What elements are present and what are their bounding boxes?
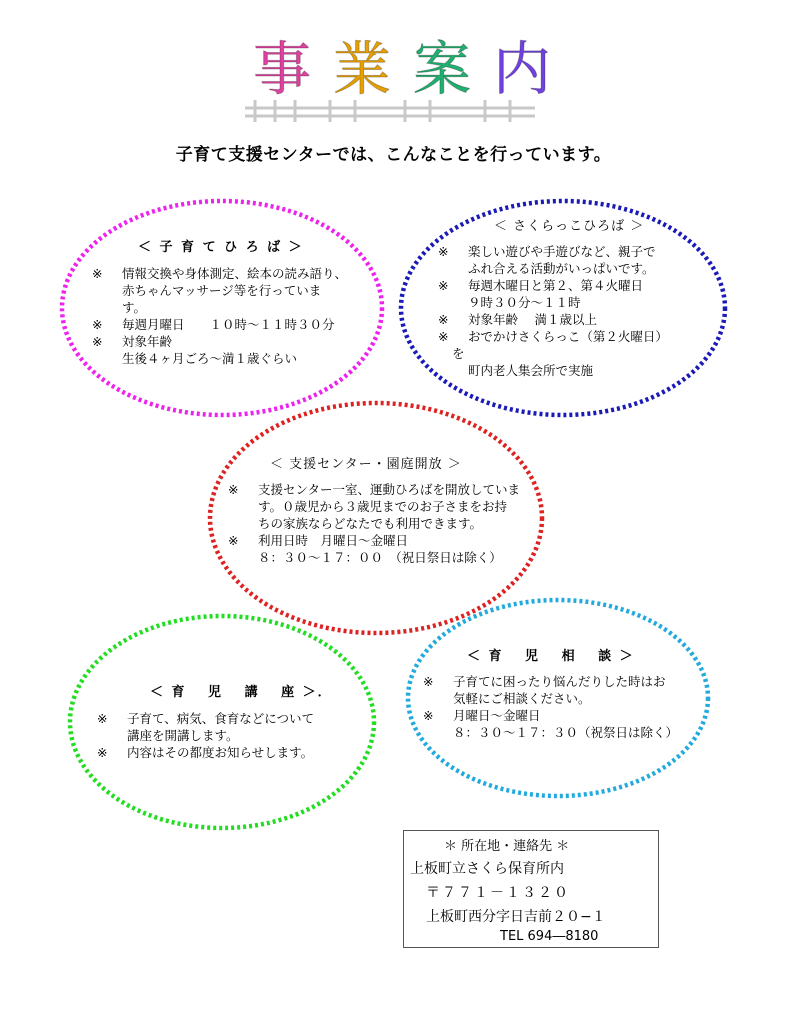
note-mark: ※ <box>423 708 434 723</box>
sakura-item1-line1: 楽しい遊びや手遊びなど、親子で <box>468 244 656 259</box>
kouza-item1-line1: 子育て、病気、食育などについて <box>127 711 315 726</box>
note-mark: ※ <box>438 278 449 293</box>
shien-item2-line2: ８：３０～１７：００ （祝日祭日は除く） <box>258 550 502 565</box>
sakura-heading: ＜ さくらっこひろば ＞ <box>494 219 645 234</box>
sakura-body <box>438 243 668 379</box>
shien-item1-line2: す。０歳児から３歳児までのお子さまをお持 <box>258 499 508 514</box>
note-mark: ※ <box>97 711 108 726</box>
title-char-3: 案 <box>413 35 472 103</box>
kouza-item1-line2: 講座を開講します。 <box>127 728 239 743</box>
subtitle: 子育て支援センターでは、こんなことを行っています。 <box>175 145 612 165</box>
shien-item1-line1: 支援センター一室、運動ひろばを開放していま <box>258 482 521 497</box>
title-char-2: 業 <box>333 35 392 103</box>
sakura-item4-line2: を <box>452 346 465 361</box>
kouza-heading: ＜ 育 児 講 座 ＞． <box>150 685 333 700</box>
soudan-item1-line2: 気軽にご相談ください。 <box>453 691 591 706</box>
soudan-item2-line1: 月曜日～金曜日 <box>453 708 541 723</box>
hiroba-item1-line3: す。 <box>122 300 147 315</box>
title-char-1: 事 <box>253 35 312 103</box>
hiroba-item2: 毎週月曜日 １０時～１１時３０分 <box>122 317 335 332</box>
shien-body <box>228 481 520 566</box>
hiroba-item1-line1: 情報交換や身体測定、絵本の読み語り、 <box>122 266 348 281</box>
title-char-4: 内 <box>493 35 552 103</box>
kouza-body <box>97 710 314 761</box>
shien-heading: ＜ 支援センター・園庭開放 ＞ <box>270 457 462 472</box>
note-mark: ※ <box>228 482 239 497</box>
hiroba-heading: ＜ 子 育 て ひ ろ ば ＞ <box>138 240 304 255</box>
kouza-item2: 内容はその都度お知らせします。 <box>127 745 314 760</box>
sakura-item1-line2: ふれ合える活動がいっぱいです。 <box>468 261 655 276</box>
hiroba-item3-line1: 対象年齢 <box>122 334 173 349</box>
hiroba-body <box>92 265 347 367</box>
note-mark: ※ <box>438 312 449 327</box>
note-mark: ※ <box>92 317 103 332</box>
sakura-item4-line3: 町内老人集会所で実施 <box>468 363 594 378</box>
contact-tel: TEL 694―8180 <box>500 929 599 944</box>
sakura-item3: 対象年齢 満１歳以上 <box>468 312 597 327</box>
shien-item2-line1: 利用日時 月曜日～金曜日 <box>258 533 409 548</box>
shien-item1-line3: ちの家族ならどなたでも利用できます。 <box>258 516 483 531</box>
note-mark: ※ <box>423 674 434 689</box>
sakura-item4-line1: おでかけさくらっこ（第２火曜日） <box>468 329 668 344</box>
contact-postal: 〒７７１－１３２０ <box>426 885 570 901</box>
hiroba-item1-line2: 赤ちゃんマッサージ等を行っていま <box>122 283 322 298</box>
contact-box <box>403 830 659 948</box>
sakura-item2-line1: 毎週木曜日と第２、第４火曜日 <box>468 278 644 293</box>
note-mark: ※ <box>228 533 239 548</box>
note-mark: ※ <box>92 266 103 281</box>
soudan-item2-line2: ８：３０～１７：３０（祝祭日は除く） <box>453 725 679 740</box>
note-mark: ※ <box>438 244 449 259</box>
sakura-item2-line2: ９時３０分～１１時 <box>468 295 581 310</box>
contact-address: 上板町西分字日吉前２０−１ <box>426 909 606 925</box>
contact-name: 上板町立さくら保育所内 <box>410 861 564 877</box>
note-mark: ※ <box>438 329 449 344</box>
soudan-heading: ＜ 育 児 相 談 ＞ <box>467 649 635 664</box>
contact-heading: ＊ 所在地・連絡先 ＊ <box>444 839 570 854</box>
soudan-item1-line1: 子育てに困ったり悩んだりした時はお <box>453 674 666 689</box>
note-mark: ※ <box>92 334 103 349</box>
soudan-body <box>423 673 678 741</box>
note-mark: ※ <box>97 745 108 760</box>
hiroba-item3-line2: 生後４ヶ月ごろ～満１歳ぐらい <box>122 351 298 366</box>
